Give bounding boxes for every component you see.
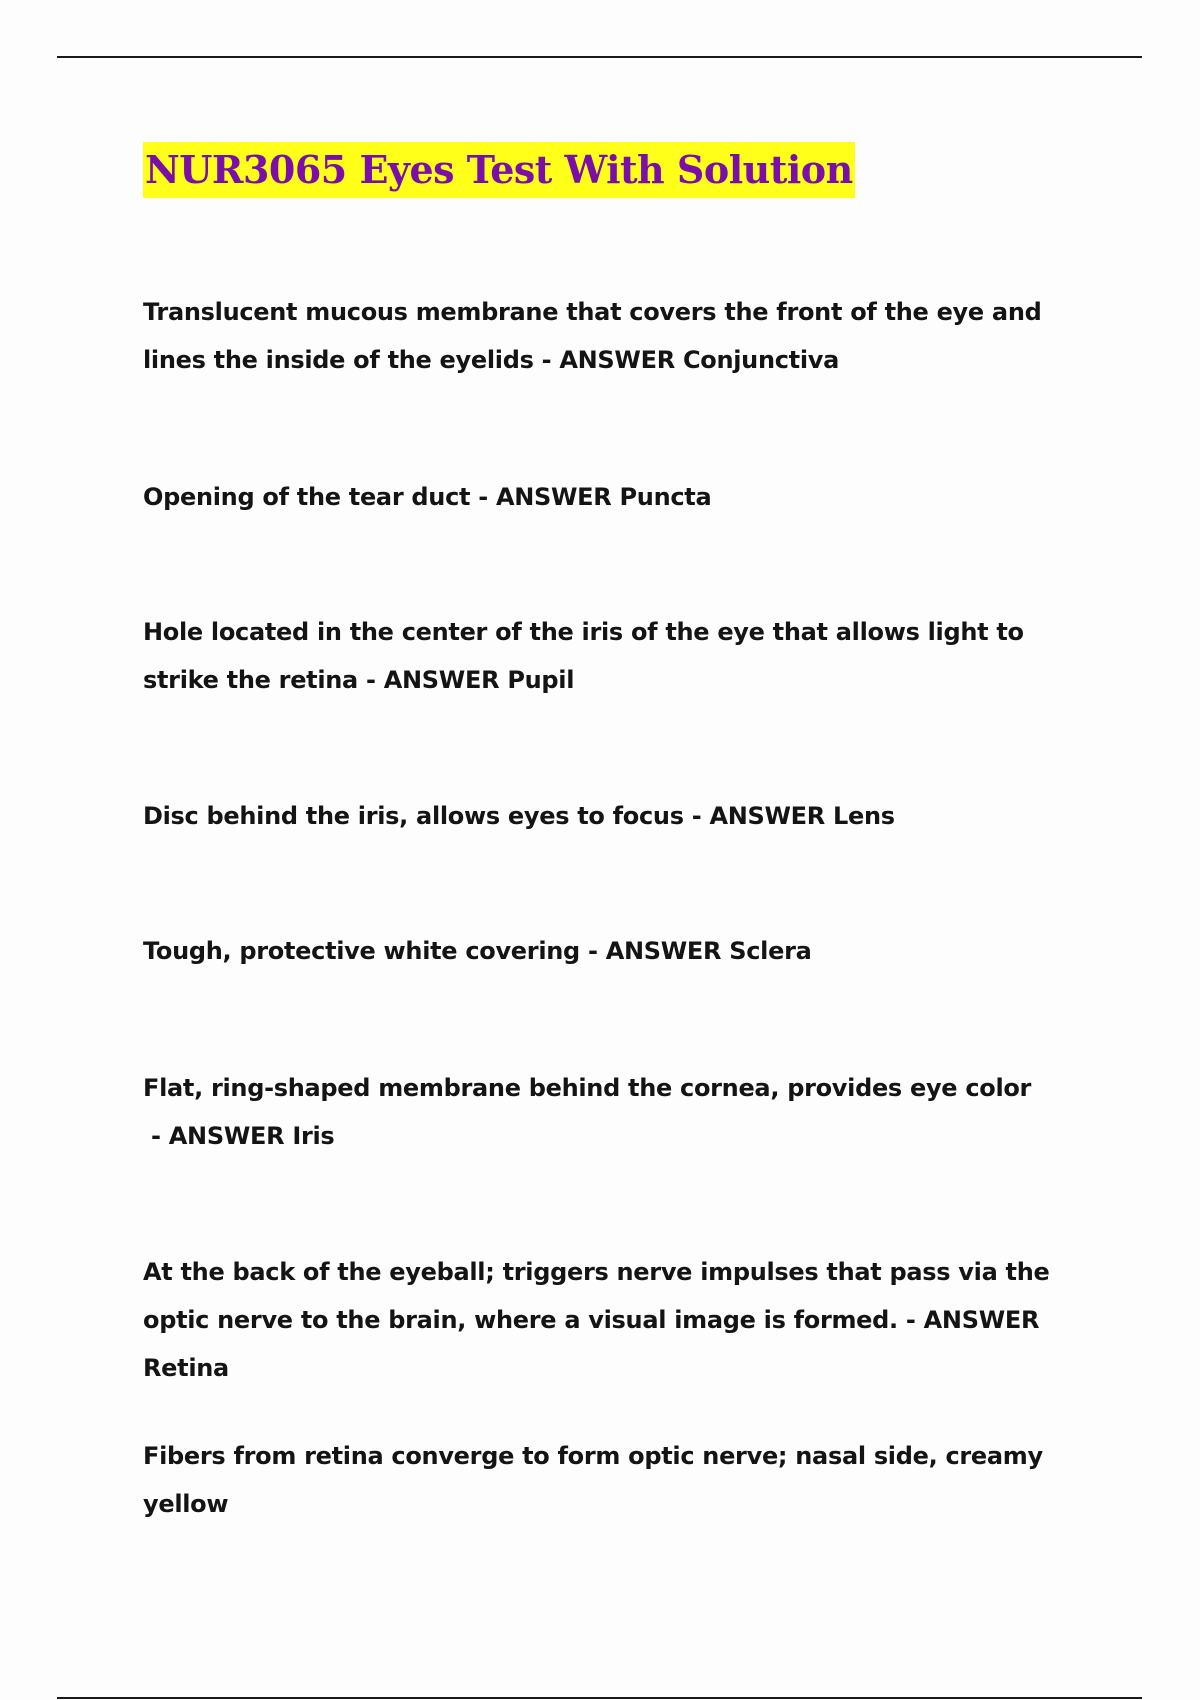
title-block	[143, 142, 855, 198]
answer-text: Pupil	[507, 666, 575, 694]
answer-text: Conjunctiva	[682, 346, 839, 374]
question-text: At the back of the eyeball; triggers nerve impulses that pass via the optic nerve to the brain, where a visual image is formed.	[143, 1258, 1050, 1334]
answer-text: Lens	[833, 802, 895, 830]
answer-marker: ANSWER	[709, 802, 825, 830]
question-text: Disc behind the iris, allows eyes to focus	[143, 802, 684, 830]
answer-text: Puncta	[619, 483, 712, 511]
question-text: Tough, protective white covering	[143, 937, 580, 965]
qa-item: Tough, protective white covering - ANSWER Sclera	[143, 937, 812, 965]
answer-marker: ANSWER	[383, 666, 500, 694]
footer-rule	[57, 1697, 1142, 1699]
answer-text: Sclera	[729, 937, 812, 965]
answer-marker: ANSWER	[605, 937, 722, 965]
qa-item: Flat, ring-shaped membrane behind the cornea, provides eye color - ANSWER Iris	[143, 1074, 1032, 1150]
answer-text: Retina	[143, 1354, 229, 1382]
qa-item	[143, 1432, 1103, 1528]
answer-text: Iris	[292, 1122, 335, 1150]
header-rule	[57, 56, 1142, 58]
answer-marker: ANSWER	[495, 483, 612, 511]
question-text: Fibers from retina converge to form optic nerve; nasal side, creamy yellow	[143, 1442, 1043, 1518]
question-text: Flat, ring-shaped membrane behind the cornea, provides eye color	[143, 1074, 1032, 1102]
qa-item: At the back of the eyeball; triggers nerve impulses that pass via the optic nerve to the brain, where a visual image is formed. - ANSWER Retina	[143, 1258, 1050, 1382]
question-text: Translucent mucous membrane that covers the front of the eye and lines the inside of the eyelids	[143, 298, 1042, 374]
qa-item: Disc behind the iris, allows eyes to focus - ANSWER Lens	[143, 802, 895, 830]
answer-marker: ANSWER	[559, 346, 675, 374]
answer-marker: ANSWER	[923, 1306, 1040, 1334]
qa-item: Translucent mucous membrane that covers the front of the eye and lines the inside of the eyelids - ANSWER Conjunctiva	[143, 298, 1042, 374]
document-title: NUR3065 Eyes Test With Solution	[143, 142, 855, 198]
question-text: Opening of the tear duct	[143, 483, 471, 511]
answer-marker: ANSWER	[168, 1122, 285, 1150]
qa-item: Opening of the tear duct - ANSWER Puncta	[143, 483, 712, 511]
qa-item: Hole located in the center of the iris of the eye that allows light to strike the retina - ANSWER Pupil	[143, 618, 1024, 694]
question-text: Hole located in the center of the iris of the eye that allows light to strike the retina	[143, 618, 1024, 694]
